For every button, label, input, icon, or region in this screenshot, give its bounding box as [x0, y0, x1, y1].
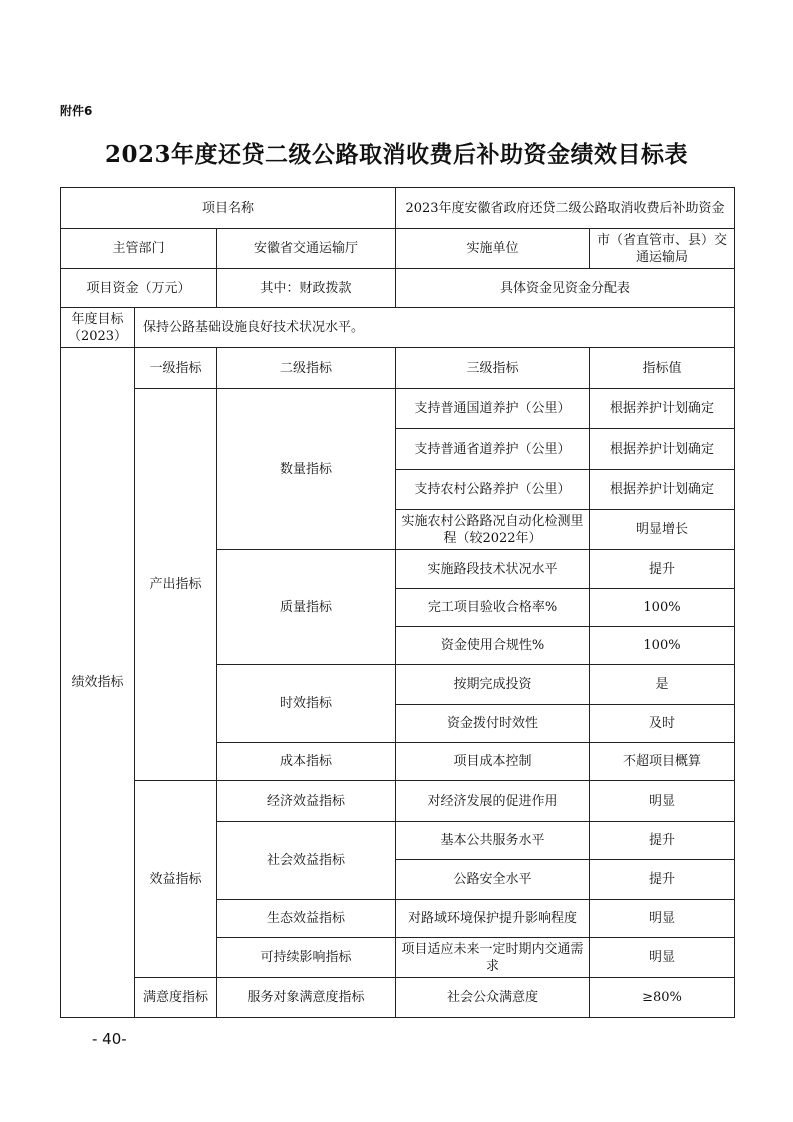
header-level3: 三级指标 — [396, 348, 590, 389]
indicator-name: 支持普通国道养护（公里） — [396, 389, 590, 429]
satisfaction-sub-label: 服务对象满意度指标 — [217, 978, 396, 1018]
indicator-value: 根据养护计划确定 — [590, 429, 735, 470]
annual-target-label: 年度目标（2023） — [61, 308, 135, 348]
header-value: 指标值 — [590, 348, 735, 389]
table-row — [61, 389, 735, 429]
sustainability-indicators-label: 可持续影响指标 — [217, 938, 396, 978]
quantity-indicators-label: 数量指标 — [217, 389, 396, 550]
indicator-value: 明显增长 — [590, 510, 735, 550]
table-row — [61, 781, 735, 822]
indicator-value: 明显 — [590, 900, 735, 938]
indicator-value: 明显 — [590, 781, 735, 822]
indicator-value: 提升 — [590, 860, 735, 900]
satisfaction-indicators-label: 满意度指标 — [135, 978, 217, 1018]
page-title: 2023年度还贷二级公路取消收费后补助资金绩效目标表 — [104, 141, 688, 168]
dept-value: 安徽省交通运输厅 — [217, 229, 396, 269]
header-level2: 二级指标 — [217, 348, 396, 389]
indicator-value: 100% — [590, 589, 735, 627]
fund-label: 项目资金（万元） — [61, 269, 217, 308]
indicator-value: 根据养护计划确定 — [590, 389, 735, 429]
output-indicators-label: 产出指标 — [135, 389, 217, 781]
dept-label: 主管部门 — [61, 229, 217, 269]
indicator-name: 对路域环境保护提升影响程度 — [396, 900, 590, 938]
indicator-name: 社会公众满意度 — [396, 978, 590, 1018]
indicator-value: 是 — [590, 665, 735, 705]
indicator-name: 公路安全水平 — [396, 860, 590, 900]
timeliness-indicators-label: 时效指标 — [217, 665, 396, 743]
indicator-value: 100% — [590, 627, 735, 665]
impl-label: 实施单位 — [396, 229, 590, 269]
cost-indicators-label: 成本指标 — [217, 743, 396, 781]
table-row — [61, 188, 735, 229]
quality-indicators-label: 质量指标 — [217, 550, 396, 665]
attachment-label: 附件6 — [60, 104, 93, 118]
table-row — [61, 308, 735, 348]
economic-indicators-label: 经济效益指标 — [217, 781, 396, 822]
table-row — [61, 229, 735, 269]
project-name-label: 项目名称 — [61, 188, 396, 229]
ecological-indicators-label: 生态效益指标 — [217, 900, 396, 938]
performance-target-table — [60, 187, 735, 1018]
social-indicators-label: 社会效益指标 — [217, 822, 396, 900]
indicator-name: 对经济发展的促进作用 — [396, 781, 590, 822]
indicator-value: 及时 — [590, 705, 735, 743]
indicator-value: 提升 — [590, 550, 735, 589]
indicator-name: 基本公共服务水平 — [396, 822, 590, 860]
performance-indicators-label: 绩效指标 — [61, 348, 135, 1018]
indicator-name: 资金使用合规性% — [396, 627, 590, 665]
indicator-name: 项目成本控制 — [396, 743, 590, 781]
indicator-name: 支持农村公路养护（公里） — [396, 470, 590, 510]
indicator-value: ≥80% — [590, 978, 735, 1018]
fund-value: 具体资金见资金分配表 — [396, 269, 735, 308]
table-row — [61, 348, 735, 389]
indicator-value: 明显 — [590, 938, 735, 978]
page-number: - 40- — [92, 1030, 127, 1048]
benefit-indicators-label: 效益指标 — [135, 781, 217, 978]
impl-value: 市（省直管市、县）交通运输局 — [590, 229, 735, 269]
indicator-name: 支持普通省道养护（公里） — [396, 429, 590, 470]
indicator-value: 提升 — [590, 822, 735, 860]
annual-target-value: 保持公路基础设施良好技术状况水平。 — [135, 308, 735, 348]
indicator-name: 实施路段技术状况水平 — [396, 550, 590, 589]
indicator-value: 不超项目概算 — [590, 743, 735, 781]
indicator-name: 资金拨付时效性 — [396, 705, 590, 743]
indicator-name: 实施农村公路路况自动化检测里程（较2022年） — [396, 510, 590, 550]
indicator-name: 完工项目验收合格率% — [396, 589, 590, 627]
fund-sub-label: 其中：财政拨款 — [217, 269, 396, 308]
table-row — [61, 269, 735, 308]
table-row — [61, 978, 735, 1018]
project-name-value: 2023年度安徽省政府还贷二级公路取消收费后补助资金 — [396, 188, 735, 229]
indicator-value: 根据养护计划确定 — [590, 470, 735, 510]
indicator-name: 项目适应未来一定时期内交通需求 — [396, 938, 590, 978]
indicator-name: 按期完成投资 — [396, 665, 590, 705]
header-level1: 一级指标 — [135, 348, 217, 389]
